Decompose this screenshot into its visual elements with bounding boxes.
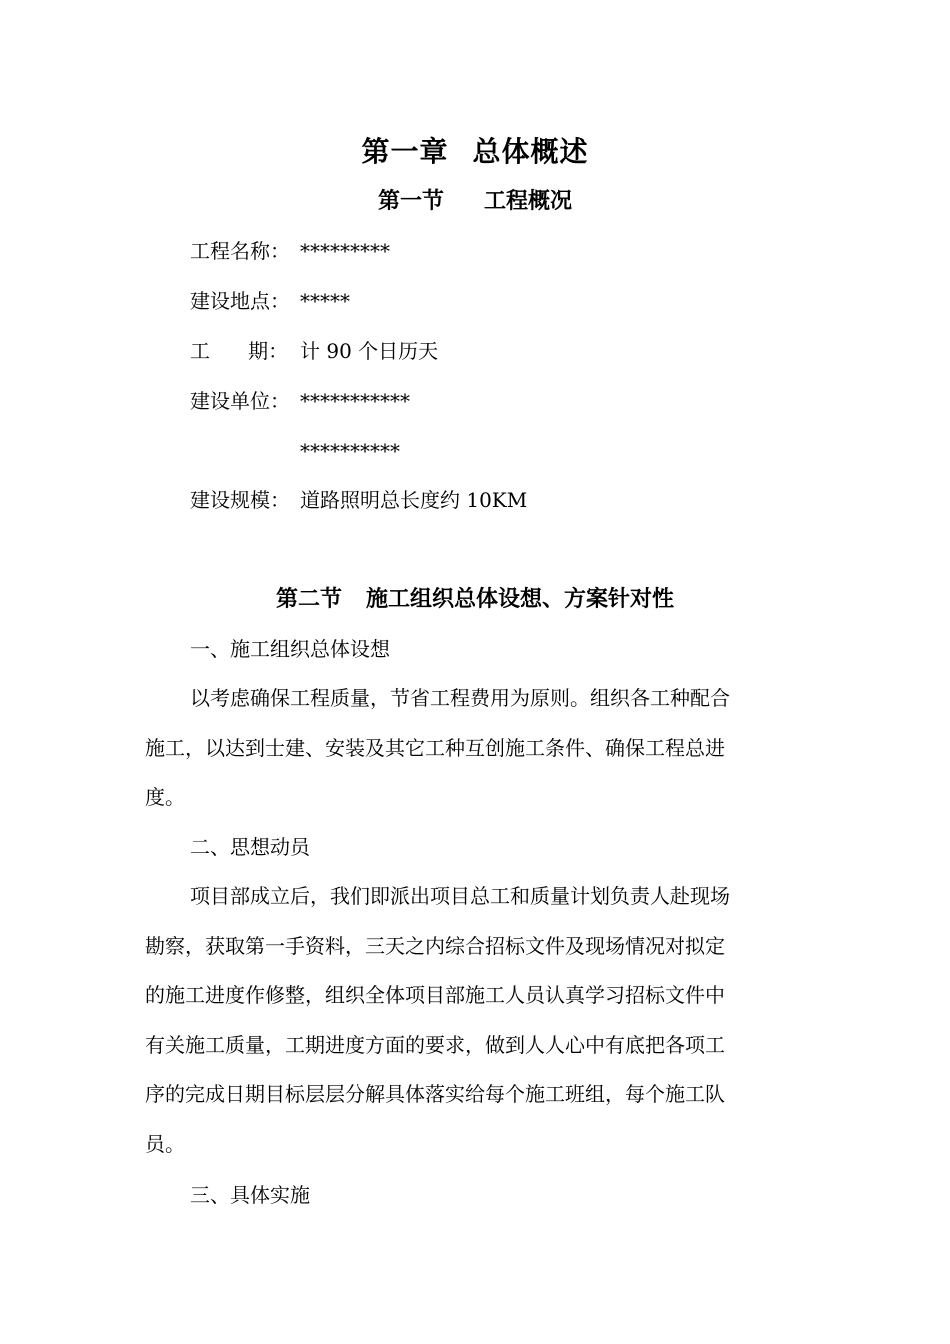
paragraph-line: 员。 [145,1131,185,1156]
section-2-name: 施工组织总体设想、方案针对性 [366,586,675,612]
chapter-title [0,132,950,172]
paragraph-line: 勘察，获取第一手资料，三天之内综合招标文件及现场情况对拟定 [145,933,725,958]
paragraph-line: 序的完成日期目标层层分解具体落实给每个施工班组，每个施工队 [145,1082,725,1106]
info-row-duration [190,336,438,366]
subsection-heading-1: 一、施工组织总体设想 [190,637,390,661]
info-label: 工 期： [190,339,289,363]
section-1-name: 工程概况 [484,188,573,214]
paragraph-line: 的施工进度作修整，组织全体项目部施工人员认真学习招标文件中 [145,983,725,1007]
subsection-heading-2: 二、思想动员 [190,835,310,859]
chapter-name: 总体概述 [472,135,589,168]
section-2-number: 第二节 [275,586,342,612]
info-value: ********* [300,239,390,263]
paragraph-line: 以考虑确保工程质量，节省工程费用为原则。组织各工种配合 [190,686,730,710]
paragraph-line: 施工，以达到士建、安装及其它工种互创施工条件、确保工程总进 [145,735,725,760]
info-value: *********** [300,389,410,413]
info-value: 道路照明总长度约 10KM [300,488,528,512]
info-label: 建设单位： [190,389,290,413]
section-title-1 [0,184,950,218]
info-label: 建设规模： [190,488,290,512]
info-label: 建设地点： [190,289,290,313]
section-title-2 [0,582,950,616]
info-row-location [190,286,350,316]
subsection-heading-3: 三、具体实施 [190,1183,310,1207]
chapter-number: 第一章 [361,135,449,168]
paragraph-line: 项目部成立后，我们即派出项目总工和质量计划负责人赴现场 [190,884,730,908]
info-row-owner-cont [190,436,400,466]
info-value: ***** [300,289,350,313]
info-row-owner [190,386,410,416]
section-1-number: 第一节 [377,188,444,214]
info-value: 计 90 个日历天 [300,339,439,363]
paragraph-line: 度。 [145,785,185,809]
info-row-project-name [190,236,390,266]
paragraph-1 [145,674,810,823]
paragraph-line: 有关施工质量，工期进度方面的要求，做到人人心中有底把各项工 [145,1032,725,1057]
info-value: ********** [300,439,400,463]
paragraph-2 [145,872,810,1169]
info-label: 工程名称： [190,239,290,263]
info-row-scale [190,485,527,515]
